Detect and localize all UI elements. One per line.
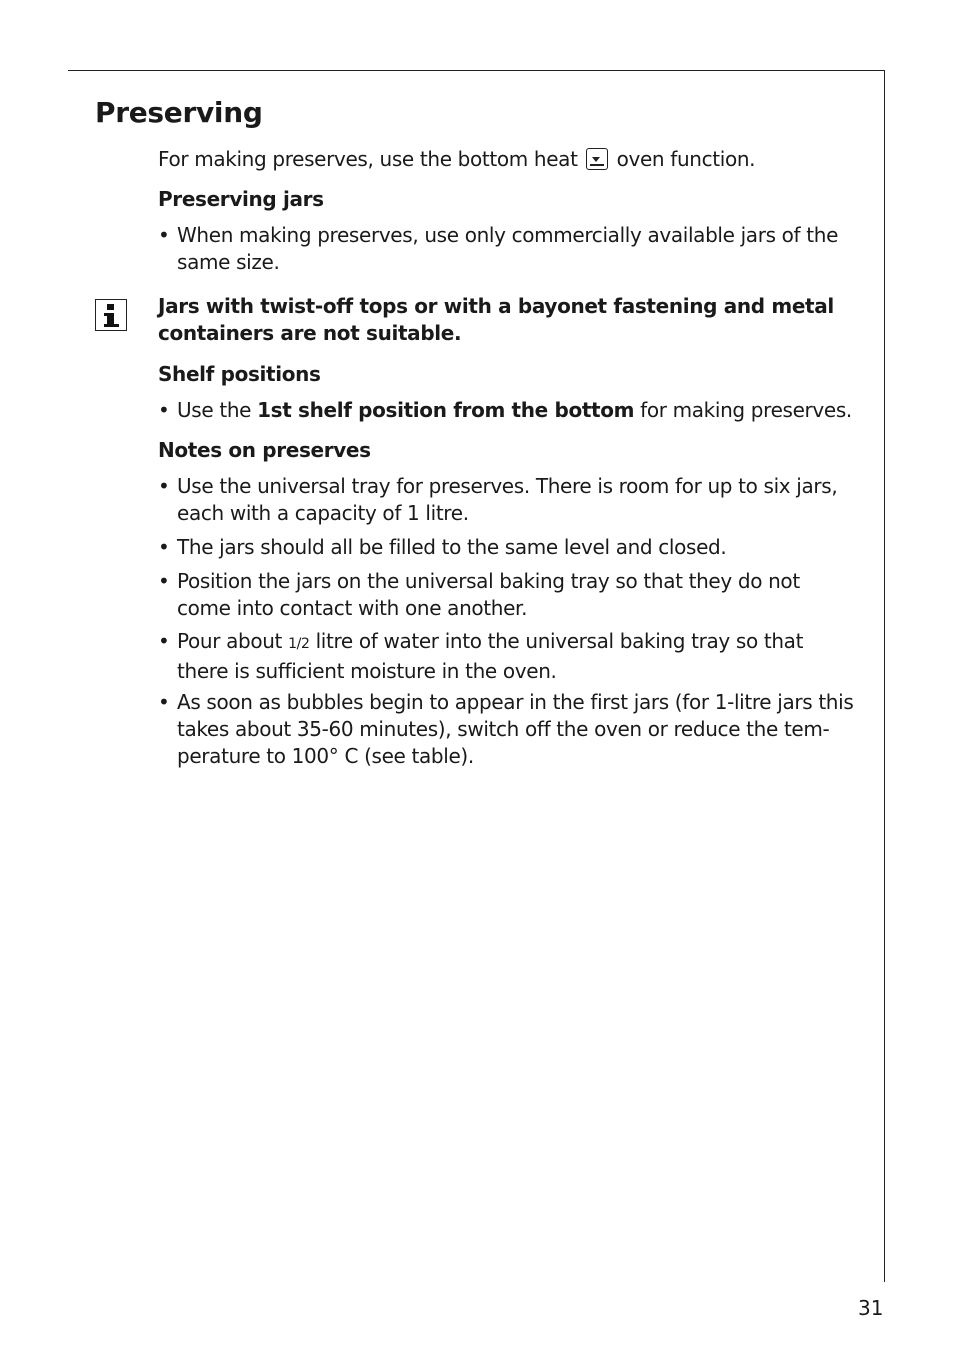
list-item: • The jars should all be filled to the same level and closed. bbox=[158, 535, 727, 559]
bottom-heat-icon bbox=[586, 148, 608, 170]
list-item: • Use the universal tray for preserves. There is room for up to six jars, each with a capacity of 1 litre. bbox=[158, 474, 838, 525]
shelf-positions-heading: Shelf positions bbox=[158, 362, 321, 386]
right-rule bbox=[884, 70, 885, 1282]
list-item: • Use the 1st shelf position from the bottom for making preserves. bbox=[158, 398, 852, 422]
list-item: • Pour about 1/2 litre of water into the universal baking tray so that there is sufficient moisture in the oven. bbox=[158, 629, 804, 683]
half-fraction: 1/2 bbox=[288, 636, 310, 652]
list-item: • As soon as bubbles begin to appear in the first jars (for 1-litre jars this takes about 35-60 minutes), switch off the oven or reduce the tem-perature to 100° C (see table). bbox=[158, 690, 854, 768]
info-icon bbox=[95, 299, 127, 331]
list-item: • Position the jars on the universal baking tray so that they do not come into contact with one another. bbox=[158, 569, 800, 620]
warning-note: Jars with twist-off tops or with a bayonet fastening and metal containers are not suitable. bbox=[158, 294, 834, 345]
list-item: • When making preserves, use only commercially available jars of the same size. bbox=[158, 223, 839, 274]
page-number: 31 bbox=[858, 1296, 884, 1320]
page-title: Preserving bbox=[95, 96, 263, 129]
preserving-jars-heading: Preserving jars bbox=[158, 187, 324, 211]
intro-paragraph: For making preserves, use the bottom heat oven function. bbox=[158, 147, 756, 171]
top-rule bbox=[68, 70, 885, 71]
notes-on-preserves-heading: Notes on preserves bbox=[158, 438, 371, 462]
